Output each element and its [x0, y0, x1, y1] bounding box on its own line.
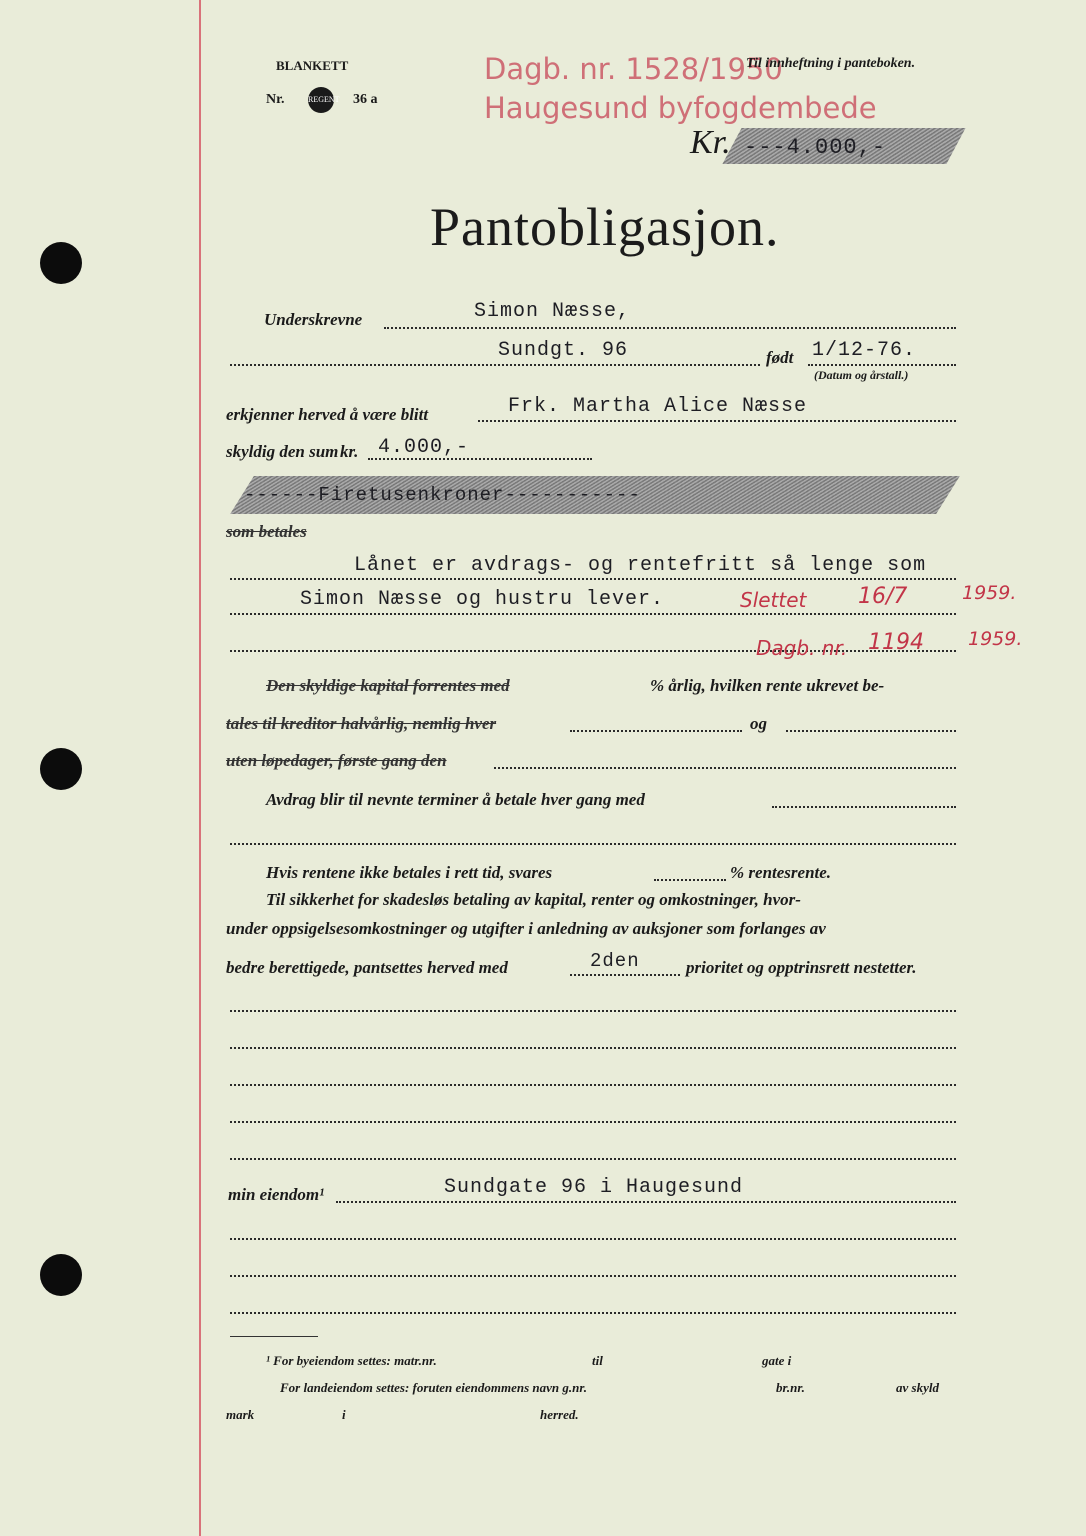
- datum-note: (Datum og årstall.): [814, 368, 909, 382]
- footnote-2b: br.nr.: [776, 1380, 805, 1395]
- dotted-line: [230, 578, 956, 580]
- skyldig-value: 4.000,-: [378, 436, 470, 459]
- fodt-value: 1/12-76.: [812, 339, 917, 362]
- sikkerhet-line-2: under oppsigelsesomkostninger og utgifter i anledning av auksjoner som forlanges av: [226, 919, 826, 938]
- dotted-line: [654, 879, 726, 881]
- skyldig-label: skyldig den sum: [226, 442, 339, 461]
- dotted-line: [230, 1121, 956, 1123]
- dotted-line: [494, 767, 956, 769]
- dotted-line: [230, 1238, 956, 1240]
- dotted-line: [230, 1047, 956, 1049]
- slettet-label: Slettet: [740, 588, 807, 612]
- dagb-stamp: Dagb. nr. 1528/1950: [484, 52, 783, 86]
- rente-line-2: tales til kreditor halvårlig, nemlig hver: [226, 714, 497, 733]
- dotted-line: [570, 730, 742, 732]
- dotted-line: [230, 364, 760, 366]
- amount-value: ---4.000,-: [744, 135, 887, 160]
- footnote-3c: herred.: [540, 1407, 579, 1422]
- rente-line-1a: Den skyldige kapital forrentes med: [266, 676, 510, 695]
- dotted-line: [230, 843, 956, 845]
- slettet-year: 1959.: [962, 582, 1017, 604]
- dotted-line: [570, 974, 680, 976]
- dagb-label-2: Dagb. nr.: [756, 636, 848, 660]
- dotted-line: [230, 1010, 956, 1012]
- header-note: Til innheftning i panteboken.: [746, 56, 916, 71]
- footnote-rule: [230, 1336, 318, 1337]
- footnote-3a: mark: [226, 1407, 255, 1422]
- creditor-value: Frk. Martha Alice Næsse: [508, 395, 808, 418]
- dotted-line: [230, 1275, 956, 1277]
- blankett-label: BLANKETT: [276, 58, 349, 73]
- form-number: 36 a: [353, 92, 378, 107]
- amount-words: ------Firetusenkroner-----------: [244, 484, 641, 506]
- rente-og: og: [750, 714, 767, 733]
- rente-line-1b: % årlig, hvilken rente ukrevet be-: [650, 676, 885, 695]
- terms-line-1: Lånet er avdrags- og rentefritt så lenge som: [354, 554, 927, 577]
- footnote-1b: til: [592, 1353, 603, 1368]
- margin-line: [199, 0, 201, 1536]
- dotted-line: [230, 1084, 956, 1086]
- dotted-line: [772, 806, 956, 808]
- footnote-2c: av skyld: [896, 1380, 939, 1395]
- office-stamp: Haugesund byfogdembede: [484, 91, 877, 125]
- sikkerhet-line-1: Til sikkerhet for skadesløs betaling av kapital, renter og omkostninger, hvor-: [266, 890, 801, 909]
- avdrag-line: Avdrag blir til nevnte terminer å betale hver gang med: [266, 790, 645, 809]
- seal-logo: REGENT: [308, 87, 334, 113]
- address-value: Sundgt. 96: [498, 339, 629, 362]
- underskrevne-value: Simon Næsse,: [474, 300, 631, 323]
- binder-hole: [40, 1254, 82, 1296]
- som-betales-label: som betales: [226, 522, 307, 541]
- dotted-line: [230, 613, 956, 615]
- footnote-1a: ¹ For byeiendom settes: matr.nr.: [266, 1353, 437, 1368]
- dotted-line: [384, 327, 956, 329]
- dotted-line: [786, 730, 956, 732]
- terms-line-2: Simon Næsse og hustru lever.: [300, 588, 665, 611]
- hvis-line-b: % rentesrente.: [730, 863, 832, 882]
- hvis-line-a: Hvis rentene ikke betales i rett tid, svares: [266, 863, 553, 882]
- nr-label: Nr.: [266, 92, 285, 107]
- dotted-line: [478, 420, 956, 422]
- dagb-number-2: 1194: [868, 630, 924, 655]
- kr-label: Kr.: [690, 124, 731, 161]
- document-title: Pantobligasjon.: [430, 197, 780, 257]
- fodt-label: født: [766, 348, 794, 367]
- skyldig-kr: kr.: [340, 442, 359, 461]
- binder-hole: [40, 748, 82, 790]
- binder-hole: [40, 242, 82, 284]
- slettet-date: 16/7: [858, 584, 908, 609]
- dotted-line: [336, 1201, 956, 1203]
- eiendom-value: Sundgate 96 i Haugesund: [444, 1176, 744, 1199]
- rente-line-3: uten løpedager, første gang den: [226, 751, 447, 770]
- footnote-1c: gate i: [762, 1353, 792, 1368]
- erkjenner-label: erkjenner herved å være blitt: [226, 405, 429, 424]
- dotted-line: [230, 1158, 956, 1160]
- sikkerhet-line-3a: bedre berettigede, pantsettes herved med: [226, 958, 508, 977]
- footnote-3b: i: [342, 1407, 346, 1422]
- sikkerhet-line-3b: prioritet og opptrinsrett nestetter.: [686, 958, 917, 977]
- dagb-year-2: 1959.: [968, 628, 1023, 650]
- footnote-2a: For landeiendom settes: foruten eiendommens navn g.nr.: [280, 1380, 587, 1395]
- eiendom-label: min eiendom¹: [228, 1185, 325, 1204]
- underskrevne-label: Underskrevne: [264, 310, 363, 329]
- dotted-line: [230, 1312, 956, 1314]
- dotted-line: [808, 364, 956, 366]
- prioritet-value: 2den: [590, 950, 640, 972]
